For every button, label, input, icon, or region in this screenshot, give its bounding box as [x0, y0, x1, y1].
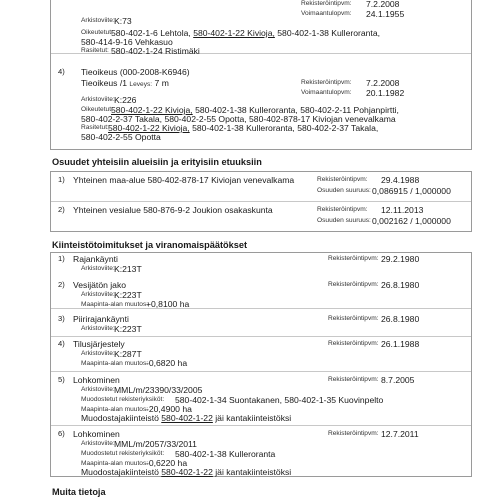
toimitus-3-arkisto-label: Arkistoviite: [81, 325, 115, 332]
toimitus-4-muutos: -0,6820 ha [146, 358, 188, 368]
toimitus-5-arkisto: MML/m/23390/33/2005 [114, 385, 203, 395]
toimitus-5-number: 5) [58, 375, 65, 384]
toimitus-5-title: Lohkominen [73, 375, 120, 385]
toimitus-6-title: Lohkominen [73, 429, 120, 439]
toimitus-4-title: Tilusjärjestely [73, 339, 125, 349]
item4-oikeutetut-label: Oikeutetut: [81, 106, 113, 113]
osuus-2-osuus-label: Osuuden suuruus: [317, 217, 371, 224]
toimitus-2-arkisto: K:223T [114, 290, 142, 300]
toimitus-2-rek: 26.8.1980 [381, 280, 420, 290]
item4-title: Tieoikeus (000-2008-K6946) [81, 67, 190, 77]
muita-heading: Muita tietoja [52, 487, 106, 497]
toimitus-5-rek: 8.7.2005 [381, 375, 415, 385]
toimitus-4-arkisto: K:287T [114, 349, 142, 359]
osuus-1-osuus-label: Osuuden suuruus: [317, 187, 371, 194]
toimitus-4-arkisto-label: Arkistoviite: [81, 350, 115, 357]
toimitus-1-rek-label: Rekisteröintipvm: [328, 255, 379, 262]
item4-rasitetut-label: Rasitetut: [81, 124, 109, 131]
toimitus-1-title: Rajankäynti [73, 254, 118, 264]
toimitus-2-arkisto-label: Arkistoviite: [81, 291, 115, 298]
item4-oikeutetut-line2: 580-402-2-37 Takala, 580-402-2-55 Opotta, 580-402-878-17 Kiviojan venevalkama [81, 114, 396, 124]
top-oikeutetut-label: Oikeutetut: [81, 29, 113, 36]
toimitus-1-arkisto: K:213T [114, 264, 142, 274]
item4-oikeutetut: 580-402-1-22 Kivioja, 580-402-1-38 Kulleroranta, 580-402-2-11 Pohjanpirtti, [111, 105, 399, 115]
item4-voimaantulopvm: 20.1.1982 [366, 88, 405, 98]
item4-subtitle: Tieoikeus /1 Leveys: 7 m [81, 78, 169, 88]
top-voimaantulopvm: 24.1.1955 [366, 9, 405, 19]
toimitus-1-number: 1) [58, 254, 65, 263]
top-rasitetut: 580-402-1-24 Ristimäki [111, 46, 200, 56]
toimitus-5-rek-label: Rekisteröintipvm: [328, 376, 379, 383]
item4-voimaantulopvm-label: Voimaantulopvm: [301, 89, 352, 96]
toimitus-4-muutos-label: Maapinta-alan muutos: [81, 360, 149, 367]
toimitus-5-muodostetut: 580-402-1-34 Suontakanen, 580-402-1-35 Kuovinpelto [175, 395, 384, 405]
item4-number: 4) [58, 67, 65, 76]
toimitus-2-title: Vesijätön jako [73, 280, 127, 290]
toimitus-1-rek: 29.2.1980 [381, 254, 420, 264]
toimitus-3-rek-label: Rekisteröintipvm: [328, 315, 379, 322]
toimitus-6-muodostaja-link[interactable]: 580-402-1-22 [161, 467, 213, 477]
top-oikeutetut: 580-402-1-6 Lehtola, 580-402-1-22 Kivioja, 580-402-1-38 Kulleroranta, [111, 28, 380, 38]
toimitus-2-muutos-label: Maapinta-alan muutos: [81, 301, 149, 308]
item4-arkistoviite: K:226 [114, 95, 137, 105]
item4-rekisterointipvm: 7.2.2008 [366, 78, 400, 88]
toimitus-4-rek: 26.1.1988 [381, 339, 420, 349]
top-arkistoviite: K:73 [114, 16, 132, 26]
osuus-1-rek-label: Rekisteröintipvm: [317, 176, 368, 183]
toimitus-4-number: 4) [58, 339, 65, 348]
osuus-2-osuus: 0,002162 / 1,000000 [372, 216, 451, 226]
toimitus-2-rek-label: Rekisteröintipvm: [328, 281, 379, 288]
osuus-2-text: Yhteinen vesialue 580-876-9-2 Joukion osakaskunta [73, 205, 273, 215]
toimitus-6-muodostetut-label: Muodostetut rekisteriyksiköt: [81, 450, 165, 457]
toimitus-2-number: 2) [58, 280, 65, 289]
toimitus-1-arkisto-label: Arkistoviite: [81, 265, 115, 272]
osuus-2-rek: 12.11.2013 [381, 205, 424, 215]
toimitus-4-rek-label: Rekisteröintipvm: [328, 340, 379, 347]
toimitus-5-muodostaja-link[interactable]: 580-402-1-22 [161, 413, 213, 423]
osuus-1-number: 1) [58, 175, 65, 184]
top-oikeutetut-link[interactable]: 580-402-1-22 Kivioja, [193, 28, 275, 38]
osuus-2-number: 2) [58, 205, 65, 214]
osuus-1-osuus: 0,086915 / 1,000000 [372, 186, 451, 196]
toimitus-5-muodostetut-label: Muodostetut rekisteriyksiköt: [81, 396, 165, 403]
toimitus-3-title: Piirirajankäynti [73, 314, 129, 324]
toimitus-6-muutos-label: Maapinta-alan muutos: [81, 460, 149, 467]
toimitus-6-arkisto: MML/m/2057/33/2011 [114, 439, 197, 449]
toimitus-5-muutos-label: Maapinta-alan muutos: [81, 406, 149, 413]
toimitus-6-muodostetut: 580-402-1-38 Kulleroranta [175, 449, 276, 459]
toimitus-6-muodostaja: Muodostajakiinteistö 580-402-1-22 jäi kantakiinteistöksi [81, 467, 292, 477]
toimitus-5-muutos: -20,4900 ha [146, 404, 192, 414]
toimitus-2-muutos: +0,8100 ha [146, 299, 190, 309]
item4-oikeutetut-link[interactable]: 580-402-1-22 Kivioja, [111, 105, 193, 115]
osuus-2-rek-label: Rekisteröintipvm: [317, 206, 368, 213]
item4-rasitetut: 580-402-1-22 Kivioja, 580-402-1-38 Kulleroranta, 580-402-2-37 Takala, [108, 123, 379, 133]
top-rekisterointipvm: 7.2.2008 [366, 0, 400, 9]
top-rasitetut-label: Rasitetut: [81, 47, 109, 54]
toimitus-3-number: 3) [58, 314, 65, 323]
toimitus-5-muodostaja: Muodostajakiinteistö 580-402-1-22 jäi kantakiinteistöksi [81, 413, 292, 423]
toimitus-6-muutos: -0,6220 ha [146, 458, 188, 468]
toimitus-3-rek: 26.8.1980 [381, 314, 420, 324]
top-arkistoviite-label: Arkistoviite: [81, 17, 115, 24]
top-voimaantulopvm-label: Voimaantulopvm: [301, 10, 352, 17]
item4-rekisterointipvm-label: Rekisteröintipvm: [301, 79, 352, 86]
toimitus-6-arkisto-label: Arkistoviite: [81, 440, 115, 447]
top-oikeutetut-line2: 580-414-9-16 Vehkasuo [81, 37, 173, 47]
osuus-1-text: Yhteinen maa-alue 580-402-878-17 Kiviojan venevalkama [73, 175, 295, 185]
toimitus-6-number: 6) [58, 429, 65, 438]
item4-rasitetut-link[interactable]: 580-402-1-22 Kivioja, [108, 123, 190, 133]
toimitukset-heading: Kiinteistötoimitukset ja viranomaispäätökset [52, 240, 248, 250]
osuus-1-rek: 29.4.1988 [381, 175, 420, 185]
item4-rasitetut-line2: 580-402-2-55 Opotta [81, 132, 161, 142]
toimitus-3-arkisto: K:223T [114, 324, 142, 334]
top-rekisterointipvm-label: Rekisteröintipvm: [301, 0, 352, 7]
item4-arkistoviite-label: Arkistoviite: [81, 96, 115, 103]
osuudet-heading: Osuudet yhteisiin alueisiin ja erityisiin etuuksiin [52, 157, 262, 167]
toimitus-6-rek: 12.7.2011 [381, 429, 419, 439]
toimitus-6-rek-label: Rekisteröintipvm: [328, 430, 379, 437]
toimitus-5-arkisto-label: Arkistoviite: [81, 386, 115, 393]
